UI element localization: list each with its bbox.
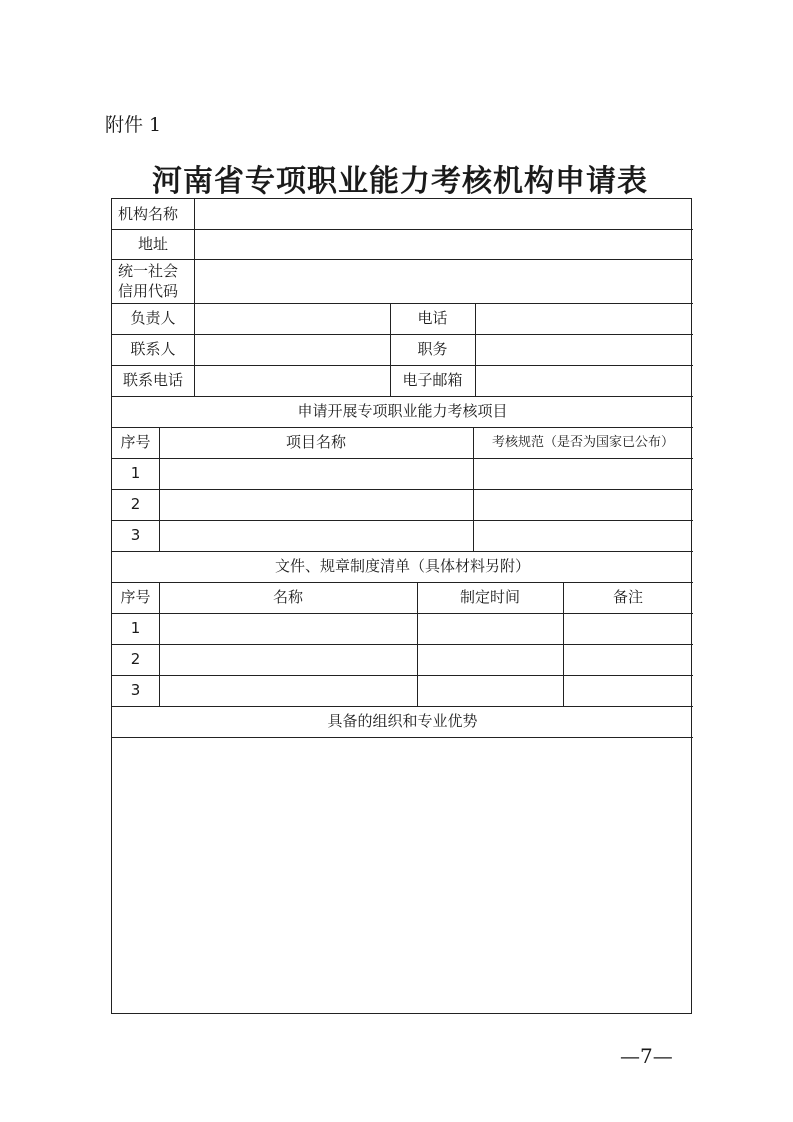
phone-field[interactable]: [476, 303, 692, 334]
documents-col-date: 制定时间: [459, 588, 520, 607]
documents-row-index: 1: [130, 619, 141, 638]
projects-row-index: 2: [130, 495, 141, 514]
contact-field[interactable]: [195, 334, 390, 365]
org-name-label: 机构名称: [118, 204, 179, 223]
documents-col-name: 名称: [272, 588, 303, 607]
position-field[interactable]: [476, 334, 692, 365]
documents-row-index: 2: [130, 650, 141, 669]
page-number: —7—: [620, 1044, 673, 1068]
projects-col-standard: 考核规范（是否为国家已公布）: [491, 434, 674, 450]
org-name-field[interactable]: [195, 199, 692, 229]
documents-row-index: 3: [130, 681, 141, 700]
attachment-label: 附件 1: [105, 114, 162, 136]
email-label: 电子邮箱: [402, 371, 463, 390]
credit-code-field[interactable]: [195, 259, 692, 303]
documents-col-index: 序号: [120, 588, 151, 607]
contact-phone-label: 联系电话: [122, 371, 183, 390]
credit-code-label-line1: 统一社会: [118, 261, 179, 280]
application-form: [111, 198, 692, 1014]
projects-section-header: 申请开展专项职业能力考核项目: [297, 402, 508, 421]
projects-col-name: 项目名称: [285, 433, 346, 452]
phone-label: 电话: [417, 309, 448, 328]
position-label: 职务: [417, 340, 448, 359]
projects-row-index: 1: [130, 464, 141, 483]
address-field[interactable]: [195, 229, 692, 259]
contact-label: 联系人: [130, 340, 176, 359]
form-title: 河南省专项职业能力考核机构申请表: [152, 164, 648, 199]
leader-field[interactable]: [195, 303, 390, 334]
credit-code-label-line2: 信用代码: [118, 282, 179, 300]
credit-code-label: [112, 259, 200, 303]
documents-col-remarks: 备注: [612, 588, 643, 607]
contact-phone-field[interactable]: [195, 365, 390, 396]
advantages-field[interactable]: [112, 738, 693, 1013]
advantages-section-header: 具备的组织和专业优势: [327, 712, 478, 731]
address-label: 地址: [137, 234, 168, 253]
projects-row-index: 3: [130, 526, 141, 545]
projects-col-index: 序号: [120, 433, 151, 452]
leader-label: 负责人: [130, 309, 176, 328]
email-field[interactable]: [476, 365, 692, 396]
documents-section-header: 文件、规章制度清单（具体材料另附）: [274, 557, 530, 576]
